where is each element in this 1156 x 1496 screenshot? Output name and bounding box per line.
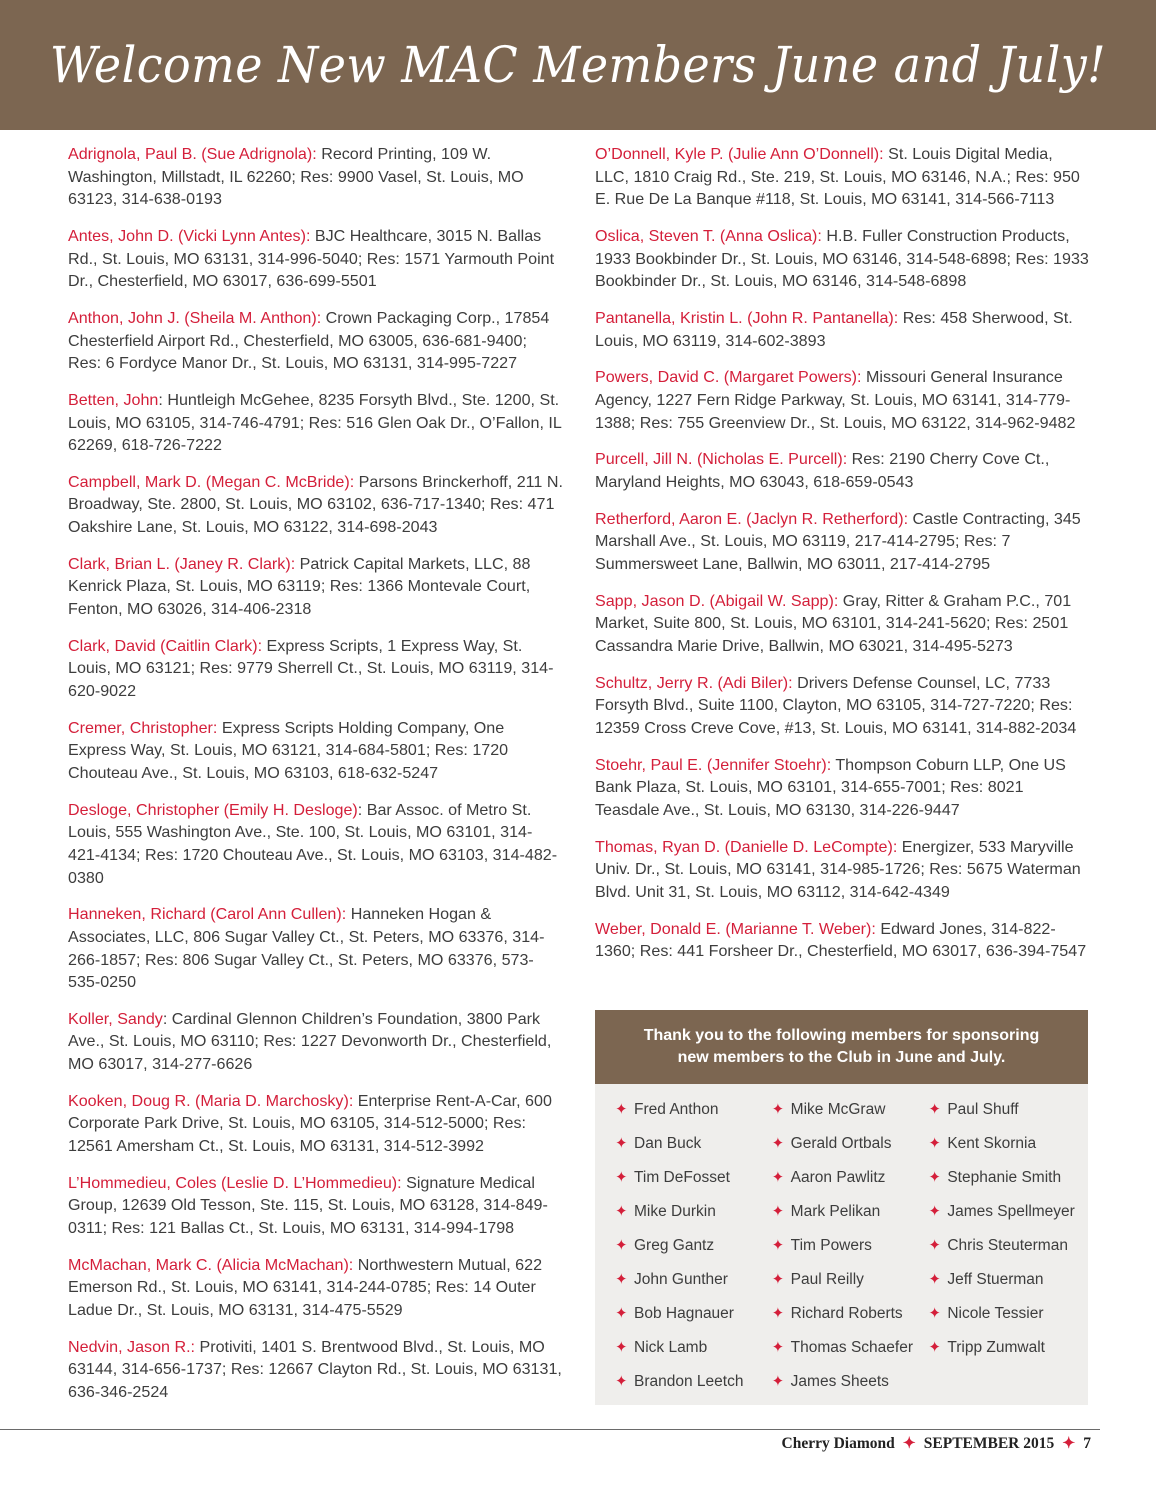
- sponsor-name: Paul Shuff: [947, 1101, 1019, 1118]
- member-entry: [68, 307, 564, 375]
- sponsor-name: Gerald Ortbals: [790, 1135, 892, 1152]
- member-entry: [595, 918, 1089, 963]
- four-point-star-icon: ✦: [615, 1101, 628, 1118]
- sponsor-item: [615, 1269, 772, 1303]
- member-entry: [68, 799, 564, 889]
- member-details: : Cardinal Glennon Children’s Foundation, 3800 Park Ave., St. Louis, MO 63110; Res: 1227 Devonworth Dr., Chesterfield, MO 63017, 314-277-6626: [68, 1009, 552, 1074]
- member-name: O’Donnell, Kyle P. (Julie Ann O’Donnell):: [595, 145, 884, 163]
- four-point-star-icon: ✦: [771, 1101, 785, 1118]
- sponsor-name: Mike McGraw: [790, 1101, 886, 1118]
- member-details: Res: 2190 Cherry Cove Ct., Maryland Heights, MO 63043, 618-659-0543: [595, 450, 1050, 491]
- member-entry: [68, 1336, 564, 1404]
- sponsor-item: [615, 1371, 772, 1405]
- sponsor-name: Stephanie Smith: [947, 1169, 1062, 1186]
- four-point-star-icon: ✦: [928, 1339, 941, 1356]
- member-entry: [595, 366, 1089, 434]
- sponsor-item: [928, 1337, 1085, 1371]
- four-point-star-icon: ✦: [928, 1271, 941, 1288]
- member-name: Hanneken, Richard (Carol Ann Cullen):: [68, 905, 347, 924]
- member-name: Betten, John: [68, 390, 159, 409]
- sponsor-name: James Spellmeyer: [947, 1203, 1075, 1220]
- sponsor-name: Fred Anthon: [634, 1101, 719, 1118]
- member-name: Kooken, Doug R. (Maria D. Marchosky):: [68, 1091, 354, 1110]
- four-point-star-icon: ✦: [771, 1305, 785, 1322]
- member-entry: [68, 1090, 564, 1158]
- four-point-star-icon: ✦: [1062, 1435, 1076, 1452]
- sponsor-name: Paul Reilly: [790, 1271, 864, 1288]
- member-details: Signature Medical Group, 12639 Old Tesson, Ste. 115, St. Louis, MO 63128, 314-849-0311; Res: 121 Ballas Ct., St. Louis, MO 63131, 314-994-1798: [68, 1173, 548, 1237]
- member-details: Gray, Ritter & Graham P.C., 701 Market, Suite 800, St. Louis, MO 63101, 314-241-5620; Res: 2501 Cassandra Marie Drive, Ballwin, MO 63021, 314-495-5273: [595, 591, 1072, 655]
- member-name: Weber, Donald E. (Marianne T. Weber):: [595, 919, 876, 938]
- sponsor-item: [615, 1303, 772, 1337]
- four-point-star-icon: ✦: [928, 1135, 941, 1152]
- member-details: Patrick Capital Markets, LLC, 88 Kenrick Plaza, St. Louis, MO 63119; Res: 1366 Montevale Court, Fenton, MO 63026, 314-406-2318: [68, 554, 531, 619]
- sponsor-heading: [595, 1010, 1088, 1084]
- four-point-star-icon: ✦: [928, 1237, 941, 1254]
- four-point-star-icon: ✦: [928, 1169, 941, 1186]
- sponsor-item: [928, 1201, 1085, 1235]
- member-name: Clark, Brian L. (Janey R. Clark):: [68, 554, 296, 573]
- member-details: Res: 458 Sherwood, St. Louis, MO 63119, 314-602-3893: [595, 308, 1073, 350]
- four-point-star-icon: ✦: [615, 1203, 628, 1220]
- four-point-star-icon: ✦: [615, 1169, 628, 1186]
- member-entry: [595, 307, 1089, 352]
- member-name: Cremer, Christopher:: [68, 718, 218, 737]
- sponsor-item: [928, 1099, 1085, 1133]
- member-entry: [68, 1172, 564, 1240]
- sponsor-item: [615, 1099, 772, 1133]
- sponsor-item: [928, 1269, 1085, 1303]
- member-details: Protiviti, 1401 S. Brentwood Blvd., St. Louis, MO 63144, 314-656-1737; Res: 12667 Clayton Rd., St. Louis, MO 63131, 636-346-2524: [68, 1337, 562, 1401]
- member-details: : Huntleigh McGehee, 8235 Forsyth Blvd., Ste. 1200, St. Louis, MO 63105, 314-746-4791; Res: 516 Glen Oak Dr., O’Fallon, IL 62269, 618-726-7222: [68, 390, 562, 455]
- member-entry: [595, 225, 1089, 293]
- header-banner: [0, 0, 1156, 130]
- member-entry: [68, 225, 564, 293]
- sponsor-item: [928, 1303, 1085, 1337]
- member-name: L’Hommedieu, Coles (Leslie D. L’Hommedieu):: [68, 1173, 402, 1192]
- member-name: Campbell, Mark D. (Megan C. McBride):: [68, 472, 355, 491]
- member-details: Express Scripts, 1 Express Way, St. Louis, MO 63121; Res: 9779 Sherrell Ct., St. Louis, MO 63119, 314-620-9022: [68, 636, 554, 700]
- four-point-star-icon: ✦: [615, 1339, 628, 1356]
- four-point-star-icon: ✦: [615, 1373, 628, 1390]
- member-name: McMachan, Mark C. (Alicia McMachan):: [68, 1255, 354, 1274]
- sponsor-item: [772, 1371, 929, 1405]
- page-footer: [782, 1434, 1091, 1453]
- member-entry: [68, 471, 564, 539]
- member-name: Purcell, Jill N. (Nicholas E. Purcell):: [595, 450, 848, 469]
- member-name: Anthon, John J. (Sheila M. Anthon):: [68, 308, 322, 327]
- sponsor-item: [615, 1167, 772, 1201]
- sponsor-column-1: [615, 1099, 772, 1405]
- sponsor-item: [928, 1235, 1085, 1269]
- sponsor-item: [772, 1235, 929, 1269]
- member-name: Stoehr, Paul E. (Jennifer Stoehr):: [595, 755, 832, 774]
- four-point-star-icon: ✦: [771, 1271, 785, 1288]
- sponsor-name: Tim Powers: [790, 1237, 872, 1254]
- sponsor-box: [595, 1010, 1088, 1405]
- footer-publication: Cherry Diamond: [781, 1435, 895, 1452]
- members-column-left: [68, 143, 564, 1418]
- member-name: Clark, David (Caitlin Clark):: [68, 636, 263, 655]
- member-details: Northwestern Mutual, 622 Emerson Rd., St. Louis, MO 63141, 314-244-0785; Res: 14 Outer Ladue Dr., St. Louis, MO 63131, 314-475-5529: [68, 1255, 543, 1319]
- member-entry: [595, 754, 1089, 822]
- member-name: Oslica, Steven T. (Anna Oslica):: [595, 226, 822, 245]
- sponsor-name: Greg Gantz: [634, 1237, 715, 1254]
- member-details: Hanneken Hogan & Associates, LLC, 806 Sugar Valley Ct., St. Peters, MO 63376, 314-266-1857; Res: 806 Sugar Valley Ct., St. Peters, MO 63376, 573-535-0250: [68, 905, 545, 992]
- member-entry: [68, 635, 564, 703]
- member-details: Record Printing, 109 W. Washington, Millstadt, IL 62260; Res: 9900 Vasel, St. Louis, MO 63123, 314-638-0193: [68, 145, 524, 209]
- sponsor-name: Bob Hagnauer: [634, 1305, 734, 1322]
- sponsor-item: [928, 1167, 1085, 1201]
- sponsor-item: [772, 1201, 929, 1235]
- member-entry: [68, 389, 564, 457]
- four-point-star-icon: ✦: [771, 1135, 785, 1152]
- sponsor-name: Brandon Leetch: [634, 1373, 744, 1390]
- sponsor-name: James Sheets: [790, 1373, 889, 1390]
- sponsor-column-3: [928, 1099, 1085, 1405]
- sponsor-item: [772, 1337, 929, 1371]
- sponsor-name: Kent Skornia: [947, 1135, 1037, 1152]
- four-point-star-icon: ✦: [771, 1339, 785, 1356]
- four-point-star-icon: ✦: [928, 1203, 941, 1220]
- member-entry: [68, 1254, 564, 1322]
- four-point-star-icon: ✦: [771, 1169, 785, 1186]
- sponsor-item: [772, 1303, 929, 1337]
- member-details: Energizer, 533 Maryville Univ. Dr., St. Louis, MO 63141, 314-985-1726; Res: 5675 Waterman Blvd. Unit 31, St. Louis, MO 63112, 314-642-4349: [595, 837, 1081, 901]
- member-details: Crown Packaging Corp., 17854 Chesterfield Airport Rd., Chesterfield, MO 63005, 636-681-9400; Res: 6 Fordyce Manor Dr., St. Louis, MO 63131, 314-995-7227: [68, 308, 550, 373]
- four-point-star-icon: ✦: [928, 1305, 941, 1322]
- member-details: Parsons Brinckerhoff, 211 N. Broadway, Ste. 2800, St. Louis, MO 63102, 636-717-1340; Res: 471 Oakshire Lane, St. Louis, MO 63122, 314-698-2043: [68, 472, 563, 537]
- member-entry: [68, 553, 564, 621]
- member-name: Sapp, Jason D. (Abigail W. Sapp):: [595, 591, 839, 610]
- member-entry: [595, 590, 1089, 658]
- member-name: Retherford, Aaron E. (Jaclyn R. Retherford):: [595, 509, 909, 528]
- member-details: H.B. Fuller Construction Products, 1933 Bookbinder Dr., St. Louis, MO 63146, 314-548-6898; Res: 1933 Bookbinder Dr., St. Louis, MO 63146, 314-548-6898: [595, 226, 1089, 291]
- member-name: Powers, David C. (Margaret Powers):: [595, 368, 862, 387]
- sponsor-name: Thomas Schaefer: [790, 1339, 914, 1356]
- footer-issue: SEPTEMBER 2015: [923, 1435, 1055, 1452]
- sponsor-name: Tripp Zumwalt: [947, 1339, 1045, 1356]
- member-details: Drivers Defense Counsel, LC, 7733 Forsyth Blvd., Suite 1100, Clayton, MO 63105, 314-727-7220; Res: 12359 Cross Creve Cove, #13, St. Louis, MO 63141, 314-882-2034: [595, 673, 1077, 737]
- sponsor-item: [615, 1201, 772, 1235]
- member-entry: [595, 508, 1089, 576]
- member-name: Adrignola, Paul B. (Sue Adrignola):: [68, 145, 317, 163]
- member-entry: [595, 836, 1089, 904]
- sponsor-list: [615, 1099, 1085, 1405]
- sponsor-name: Nick Lamb: [634, 1339, 708, 1356]
- four-point-star-icon: ✦: [928, 1101, 941, 1118]
- member-name: Antes, John D. (Vicki Lynn Antes):: [68, 226, 311, 245]
- four-point-star-icon: ✦: [771, 1203, 785, 1220]
- member-details: Express Scripts Holding Company, One Express Way, St. Louis, MO 63121, 314-684-5801; Res: 1720 Chouteau Ave., St. Louis, MO 63103, 618-632-5247: [68, 718, 509, 782]
- sponsor-name: Dan Buck: [634, 1135, 702, 1152]
- member-name: Desloge, Christopher (Emily H. Desloge): [68, 800, 358, 819]
- member-details: BJC Healthcare, 3015 N. Ballas Rd., St. Louis, MO 63131, 314-996-5040; Res: 1571 Yarmouth Point Dr., Chesterfield, MO 63017, 636-699-5501: [68, 226, 555, 291]
- sponsor-item: [772, 1269, 929, 1303]
- member-details: Thompson Coburn LLP, One US Bank Plaza, St. Louis, MO 63101, 314-655-7001; Res: 8021 Teasdale Ave., St. Louis, MO 63130, 314-226-9447: [595, 755, 1066, 819]
- four-point-star-icon: ✦: [615, 1237, 628, 1254]
- member-name: Nedvin, Jason R.:: [68, 1337, 196, 1356]
- member-entry: [68, 717, 564, 785]
- member-entry: [68, 1008, 564, 1076]
- member-details: St. Louis Digital Media, LLC, 1810 Craig Rd., Ste. 219, St. Louis, MO 63146, N.A.; Res: 950 E. Rue De La Banque #118, St. Louis, MO 63141, 314-566-7113: [595, 145, 1080, 209]
- sponsor-item: [772, 1167, 929, 1201]
- member-details: Missouri General Insurance Agency, 1227 Fern Ridge Parkway, St. Louis, MO 63141, 314-779-1388; Res: 755 Greenview Dr., St. Louis, MO 63122, 314-962-9482: [595, 368, 1076, 432]
- sponsor-item: [615, 1337, 772, 1371]
- sponsor-name: Mike Durkin: [634, 1203, 716, 1220]
- member-entry: [595, 143, 1089, 211]
- four-point-star-icon: ✦: [771, 1373, 785, 1390]
- sponsor-item: [772, 1099, 929, 1133]
- footer-page-number: 7: [1083, 1435, 1091, 1452]
- member-entry: [595, 672, 1089, 740]
- footer-divider: [0, 1429, 1100, 1430]
- four-point-star-icon: ✦: [615, 1305, 628, 1322]
- member-entry: [68, 143, 564, 211]
- sponsor-item: [615, 1235, 772, 1269]
- members-column-right: [595, 143, 1089, 977]
- member-entry: [595, 448, 1089, 493]
- four-point-star-icon: ✦: [615, 1135, 628, 1152]
- member-entry: [68, 903, 564, 993]
- member-details: Enterprise Rent-A-Car, 600 Corporate Park Drive, St. Louis, MO 63105, 314-512-5000; Res: 12561 Amersham Ct., St. Louis, MO 63131, 314-512-3992: [68, 1091, 552, 1156]
- sponsor-item: [772, 1133, 929, 1167]
- four-point-star-icon: ✦: [771, 1237, 785, 1254]
- member-name: Schultz, Jerry R. (Adi Biler):: [595, 673, 793, 692]
- sponsor-name: Aaron Pawlitz: [790, 1169, 886, 1186]
- member-details: Edward Jones, 314-822-1360; Res: 441 Forsheer Dr., Chesterfield, MO 63017, 636-394-7547: [595, 919, 1087, 961]
- four-point-star-icon: ✦: [902, 1435, 916, 1452]
- four-point-star-icon: ✦: [615, 1271, 628, 1288]
- sponsor-heading-line2: new members to the Club in June and July.: [677, 1049, 1006, 1066]
- sponsor-column-2: [772, 1099, 929, 1405]
- page-title: Welcome New MAC Members June and July!: [49, 36, 1107, 94]
- sponsor-name: Richard Roberts: [790, 1305, 903, 1322]
- member-name: Pantanella, Kristin L. (John R. Pantanella):: [595, 308, 899, 327]
- sponsor-name: Jeff Stuerman: [947, 1271, 1044, 1288]
- member-details: Castle Contracting, 345 Marshall Ave., St. Louis, MO 63119, 217-414-2795; Res: 7 Summersweet Lane, Ballwin, MO 63011, 217-414-2795: [595, 509, 1081, 573]
- sponsor-name: Tim DeFosset: [634, 1169, 730, 1186]
- sponsor-item: [615, 1133, 772, 1167]
- sponsor-item: [928, 1133, 1085, 1167]
- sponsor-name: John Gunther: [634, 1271, 728, 1288]
- sponsor-name: Chris Steuterman: [947, 1237, 1068, 1254]
- member-name: Koller, Sandy: [68, 1009, 163, 1028]
- sponsor-name: Nicole Tessier: [947, 1305, 1044, 1322]
- member-name: Thomas, Ryan D. (Danielle D. LeCompte):: [595, 837, 898, 856]
- sponsor-name: Mark Pelikan: [790, 1203, 881, 1220]
- member-details: : Bar Assoc. of Metro St. Louis, 555 Washington Ave., Ste. 100, St. Louis, MO 63101, 314-421-4134; Res: 1720 Chouteau Ave., St. Louis, MO 63103, 314-482-0380: [68, 800, 558, 887]
- sponsor-heading-line1: Thank you to the following members for sponsoring: [643, 1027, 1040, 1044]
